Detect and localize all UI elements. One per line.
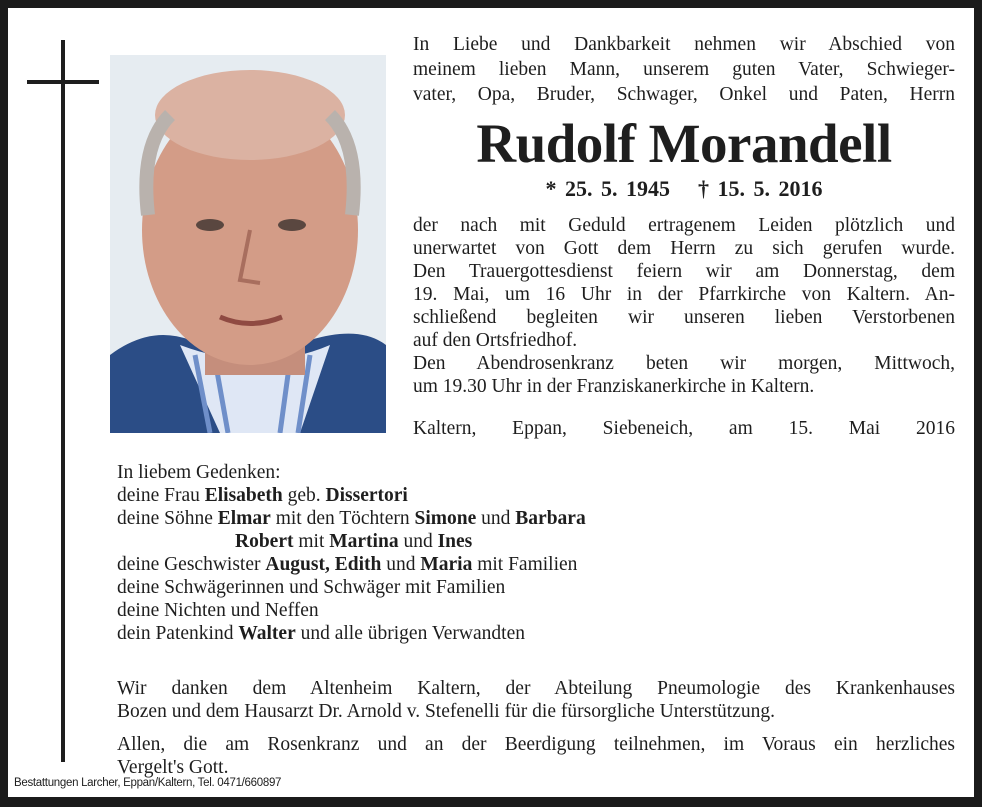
mourner-text: und	[398, 531, 438, 552]
mourner-line	[117, 576, 586, 599]
body-line: Den Trauergottesdienst feiern wir am Donnerstag, dem	[413, 261, 955, 282]
mourner-name: Ines	[437, 531, 473, 552]
death-date: † 15. 5. 2016	[698, 176, 823, 201]
closing-line: Allen, die am Rosenkranz und an der Beerdigung teilnehmen, im Voraus ein herzliches	[117, 734, 955, 755]
thanks-text	[117, 677, 955, 779]
thanks-line: Bozen und dem Hausarzt Dr. Arnold v. Stefenelli für die fürsorgliche Unterstützung.	[117, 701, 775, 722]
birth-date: * 25. 5. 1945	[545, 176, 670, 201]
life-dates	[413, 176, 955, 202]
body-line: auf den Ortsfriedhof.	[413, 330, 578, 351]
body-line: 19. Mai, um 16 Uhr in der Pfarrkirche von Kaltern. An-	[413, 284, 955, 305]
mourner-text: mit	[293, 531, 330, 552]
mourner-name: Barbara	[515, 508, 586, 529]
mourner-text: deine Söhne	[117, 508, 218, 529]
mourner-line	[117, 622, 586, 645]
mourner-text: geb.	[282, 485, 326, 506]
mourner-line	[117, 484, 586, 507]
mourner-name: Martina	[329, 531, 399, 552]
cross-icon-bar	[27, 80, 99, 84]
mourner-name: Maria	[420, 554, 473, 575]
mourner-name: Simone	[414, 508, 477, 529]
mourner-text: dein Patenkind	[117, 623, 239, 644]
mourner-name: Dissertori	[325, 485, 408, 506]
body-line: schließend begleiten wir unseren lieben Verstorbenen	[413, 307, 955, 328]
intro-line: In Liebe und Dankbarkeit nehmen wir Abschied von	[413, 34, 955, 55]
mourner-name: Robert	[235, 531, 294, 552]
notice-body	[413, 214, 955, 398]
mourner-text: deine Geschwister	[117, 554, 266, 575]
cross-icon	[61, 40, 65, 762]
mourner-line	[117, 507, 586, 530]
mourner-text: deine Frau	[117, 485, 205, 506]
obituary-notice	[8, 8, 974, 797]
thanks-line: Wir danken dem Altenheim Kaltern, der Abteilung Pneumologie des Krankenhauses	[117, 678, 955, 699]
place-date: Kaltern, Eppan, Siebeneich, am 15. Mai 2016	[413, 418, 955, 439]
mourners-list	[117, 461, 586, 645]
mourner-text: In liebem Gedenken:	[117, 462, 281, 483]
mourner-text: mit den Töchtern	[270, 508, 415, 529]
mourner-text: deine Schwägerinnen und Schwäger mit Familien	[117, 577, 506, 598]
mourner-line	[117, 530, 586, 553]
body-line: unerwartet von Gott dem Herrn zu sich gerufen wurde.	[413, 238, 955, 259]
mourner-name: Walter	[238, 623, 296, 644]
mourner-text: mit Familien	[472, 554, 578, 575]
closing-line: Vergelt's Gott.	[117, 757, 229, 778]
mourner-text: und	[476, 508, 516, 529]
mourner-text: und alle übrigen Verwandten	[295, 623, 525, 644]
mourner-name: Elisabeth	[204, 485, 283, 506]
mourner-line	[117, 553, 586, 576]
deceased-name: Rudolf Morandell	[476, 113, 892, 174]
mourner-text: deine Nichten und Neffen	[117, 600, 319, 621]
intro-text	[413, 32, 955, 107]
funeral-home-footer: Bestattungen Larcher, Eppan/Kaltern, Tel. 0471/660897	[14, 777, 282, 789]
mourner-line	[117, 599, 586, 622]
mourner-line	[117, 461, 586, 484]
body-line: um 19.30 Uhr in der Franziskanerkirche in Kaltern.	[413, 376, 815, 397]
body-line: der nach mit Geduld ertragenem Leiden plötzlich und	[413, 215, 955, 236]
intro-line: meinem lieben Mann, unserem guten Vater, Schwieger-	[413, 59, 955, 80]
mourner-text: und	[381, 554, 421, 575]
mourner-name: Elmar	[217, 508, 271, 529]
intro-line: vater, Opa, Bruder, Schwager, Onkel und Paten, Herrn	[413, 84, 955, 105]
body-line: Den Abendrosenkranz beten wir morgen, Mittwoch,	[413, 353, 955, 374]
portrait-photo	[110, 55, 386, 433]
mourner-name: August, Edith	[265, 554, 382, 575]
